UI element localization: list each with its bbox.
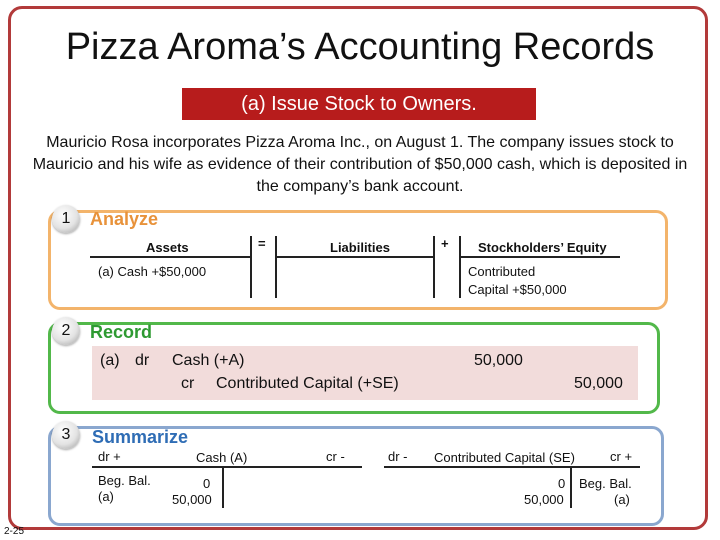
cash-dr-header: dr + xyxy=(98,449,121,464)
equity-entry-line2: Capital +$50,000 xyxy=(468,282,567,297)
cc-beg-value: 0 xyxy=(558,476,566,491)
cc-entry-ref: (a) xyxy=(614,492,630,507)
journal-cr: cr xyxy=(181,375,195,392)
cc-t-horizontal xyxy=(384,466,640,468)
cc-beg-label: Beg. Bal. xyxy=(579,476,632,491)
liabilities-header: Liabilities xyxy=(330,240,390,255)
cash-t-vertical xyxy=(222,466,224,508)
step-1-badge: 1 xyxy=(52,205,80,233)
analyze-label: Analyze xyxy=(90,209,159,229)
assets-rule xyxy=(90,256,250,258)
slide-number: 2-25 xyxy=(4,526,25,537)
equity-entry-line1: Contributed xyxy=(468,264,536,279)
cc-dr-header: dr - xyxy=(388,449,408,464)
cash-t-horizontal xyxy=(92,466,362,468)
journal-dr: dr xyxy=(135,352,150,369)
journal-credit-account: Contributed Capital (+SE) xyxy=(216,375,399,392)
cash-beg-value: 0 xyxy=(203,476,211,491)
cash-account-title: Cash (A) xyxy=(196,450,248,465)
equals-sign: = xyxy=(258,236,266,251)
assets-header: Assets xyxy=(146,240,189,255)
cash-cr-header: cr - xyxy=(326,449,345,464)
liabilities-rule xyxy=(276,256,434,258)
equals-divider-left xyxy=(250,236,252,298)
summarize-label: Summarize xyxy=(92,427,189,447)
assets-entry: (a) Cash +$50,000 xyxy=(98,264,207,279)
equals-divider-right xyxy=(275,236,277,298)
cc-entry-value: 50,000 xyxy=(524,492,564,507)
plus-sign: + xyxy=(441,236,449,251)
journal-ref: (a) xyxy=(100,352,120,369)
page-title: Pizza Aroma’s Accounting Records xyxy=(65,26,655,68)
cc-account-title: Contributed Capital (SE) xyxy=(434,450,575,465)
subtitle-banner: (a) Issue Stock to Owners. xyxy=(182,88,536,120)
step-3-badge: 3 xyxy=(52,421,80,449)
cc-cr-header: cr + xyxy=(610,449,633,464)
cc-t-vertical xyxy=(570,466,572,508)
journal-debit-amount: 50,000 xyxy=(474,352,523,369)
cash-beg-label: Beg. Bal. xyxy=(98,473,151,488)
journal-debit-account: Cash (+A) xyxy=(172,352,245,369)
plus-divider-left xyxy=(433,236,435,298)
cash-entry-ref: (a) xyxy=(98,489,114,504)
cash-entry-value: 50,000 xyxy=(172,492,212,507)
step-2-badge: 2 xyxy=(52,317,80,345)
plus-divider-right xyxy=(459,236,461,298)
record-label: Record xyxy=(90,322,153,342)
equity-rule xyxy=(460,256,620,258)
journal-credit-amount: 50,000 xyxy=(574,375,623,392)
equity-header: Stockholders’ Equity xyxy=(478,240,607,255)
description-paragraph: Mauricio Rosa incorporates Pizza Aroma Inc., on August 1. The company issues stock to Mauricio and his wife as evidence of their contribution of $50,000 cash, which is deposited in the company’s bank account. xyxy=(32,134,688,195)
